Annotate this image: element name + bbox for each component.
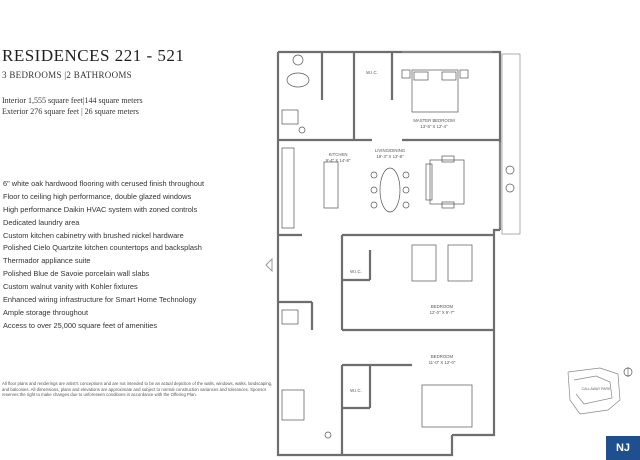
page-title: RESIDENCES 221 - 521	[2, 46, 185, 65]
wic-mid-label: W.I.C.	[350, 269, 362, 274]
feature-item: Dedicated laundry area	[3, 217, 80, 227]
brand-logo: NJ	[606, 436, 640, 460]
master-bedroom-dims: 13'-6" X 12'-4"	[420, 124, 448, 129]
interior-area: Interior 1,555 square feet|144 square meters	[2, 96, 143, 105]
living-dining-label: LIVING/DINING	[374, 148, 406, 153]
feature-item: Access to over 25,000 square feet of amenities	[3, 320, 158, 330]
feature-item: Thermador appliance suite	[3, 256, 91, 266]
exterior-area: Exterior 276 square feet | 26 square meters	[2, 107, 139, 116]
kitchen-label: KITCHEN	[328, 152, 348, 157]
bedroom-1-label: BEDROOM	[430, 304, 454, 309]
bed-bath-count: 3 BEDROOMS |2 BATHROOMS	[2, 70, 132, 80]
feature-item: Enhanced wiring infrastructure for Smart Home Technology	[3, 295, 197, 305]
feature-item: Polished Blue de Savoie porcelain wall slabs	[3, 269, 150, 279]
compass-icon	[622, 366, 634, 378]
bedroom-2-dims: 11'-0" X 12'-0"	[428, 360, 456, 365]
feature-item: 6" white oak hardwood flooring with cerused finish throughout	[3, 179, 205, 188]
bedroom-2-label: BEDROOM	[430, 354, 454, 359]
feature-item: High performance Daikin HVAC system with zoned controls	[3, 204, 198, 214]
living-dining-dims: 19'-3" X 13'-8"	[376, 154, 404, 159]
feature-item: Custom kitchen cabinetry with brushed nickel hardware	[3, 230, 184, 240]
key-map	[560, 360, 630, 420]
feature-item: Ample storage throughout	[3, 307, 89, 317]
keymap-label: CALLAWAY PARK	[581, 387, 611, 391]
kitchen-dims: 9'-4" X 14'-8"	[325, 158, 351, 163]
master-bedroom-label: MASTER BEDROOM	[413, 118, 455, 123]
feature-item: Polished Cielo Quartzite kitchen countertops and backsplash	[3, 243, 202, 253]
bedroom-1-dims: 12'-0" X 9'-7"	[429, 310, 455, 315]
disclaimer-text: All floor plans and renderings are artist's conceptions and are not intended to be an actual depiction of the walls, windows, walks, landscaping, and balconies. All dimensions, plans and elevations are approximate and subject to normal construction variances and tolerances. Sponsor reserves the right to make changes due to unforeseen conditions in accordance with the Offering Plan.	[2, 381, 273, 398]
feature-item: Floor to ceiling high performance, double glazed windows	[3, 191, 192, 201]
floor-plan	[262, 40, 524, 460]
feature-list	[3, 178, 204, 333]
wic-bottom-label: W.I.C.	[350, 388, 362, 393]
feature-item: Custom walnut vanity with Kohler fixtures	[3, 282, 138, 292]
wic-top-label: W.I.C.	[366, 70, 378, 75]
